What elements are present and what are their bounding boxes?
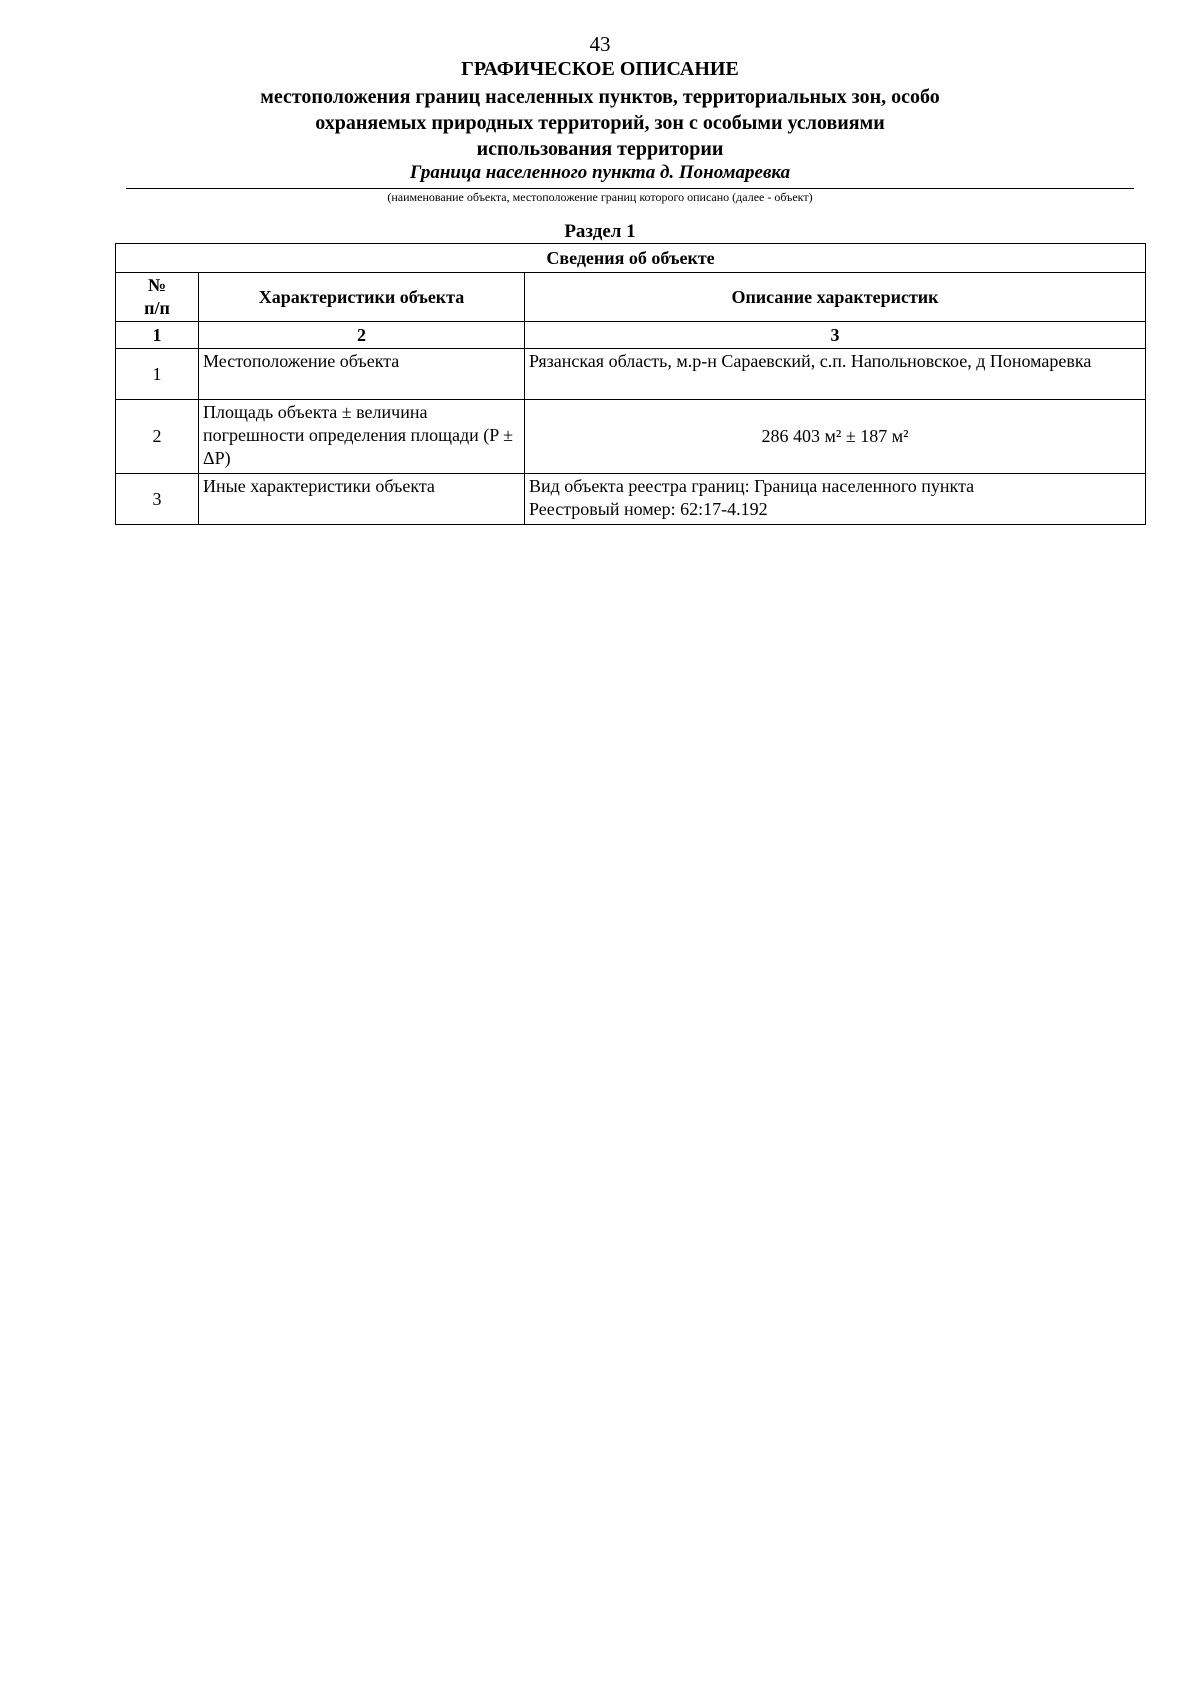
object-name-underline: [126, 188, 1134, 189]
object-name-note: (наименование объекта, местоположение границ которого описано (далее - объект): [387, 190, 813, 204]
table-caption-row: [116, 244, 1146, 273]
table-row: [116, 400, 1146, 474]
header-characteristic: Характеристики объекта: [199, 273, 525, 322]
row-number: 3: [116, 474, 199, 525]
column-number-3: 3: [525, 322, 1146, 349]
row-description: 286 403 м² ± 187 м²: [525, 400, 1146, 474]
document-title: ГРАФИЧЕСКОЕ ОПИСАНИЕ: [461, 58, 739, 80]
row-description: Рязанская область, м.р-н Сараевский, с.п. Напольновское, д Пономаревка: [525, 349, 1146, 400]
row-characteristic: Площадь объекта ± величина погрешности определения площади (P ± ΔP): [199, 400, 525, 474]
column-number-2: 2: [199, 322, 525, 349]
row-description: [525, 474, 1146, 525]
header-num: [116, 273, 199, 322]
table-header-row: [116, 273, 1146, 322]
column-number-1: 1: [116, 322, 199, 349]
table-row: [116, 349, 1146, 400]
document-subtitle: местоположения границ населенных пунктов, территориальных зон, особо охраняемых природных территорий, зон с особыми условиями использования территории: [260, 86, 940, 160]
column-number-row: [116, 322, 1146, 349]
row-description-line1: Вид объекта реестра границ: Граница населенного пункта: [529, 476, 975, 496]
row-number: 1: [116, 349, 199, 400]
row-characteristic: Местоположение объекта: [199, 349, 525, 400]
page-number: 43: [589, 32, 611, 56]
header-description: Описание характеристик: [525, 273, 1146, 322]
header-num-line2: п/п: [144, 298, 170, 318]
table-caption: Сведения об объекте: [116, 244, 1146, 273]
row-number: 2: [116, 400, 199, 474]
section-title: Раздел 1: [564, 221, 636, 242]
object-info-table: [115, 243, 1146, 525]
header-num-line1: №: [147, 275, 167, 295]
row-characteristic: Иные характеристики объекта: [199, 474, 525, 525]
object-name: Граница населенного пункта д. Пономаревка: [409, 162, 791, 183]
table-row: [116, 474, 1146, 525]
row-description-line2: Реестровый номер: 62:17-4.192: [529, 499, 768, 519]
